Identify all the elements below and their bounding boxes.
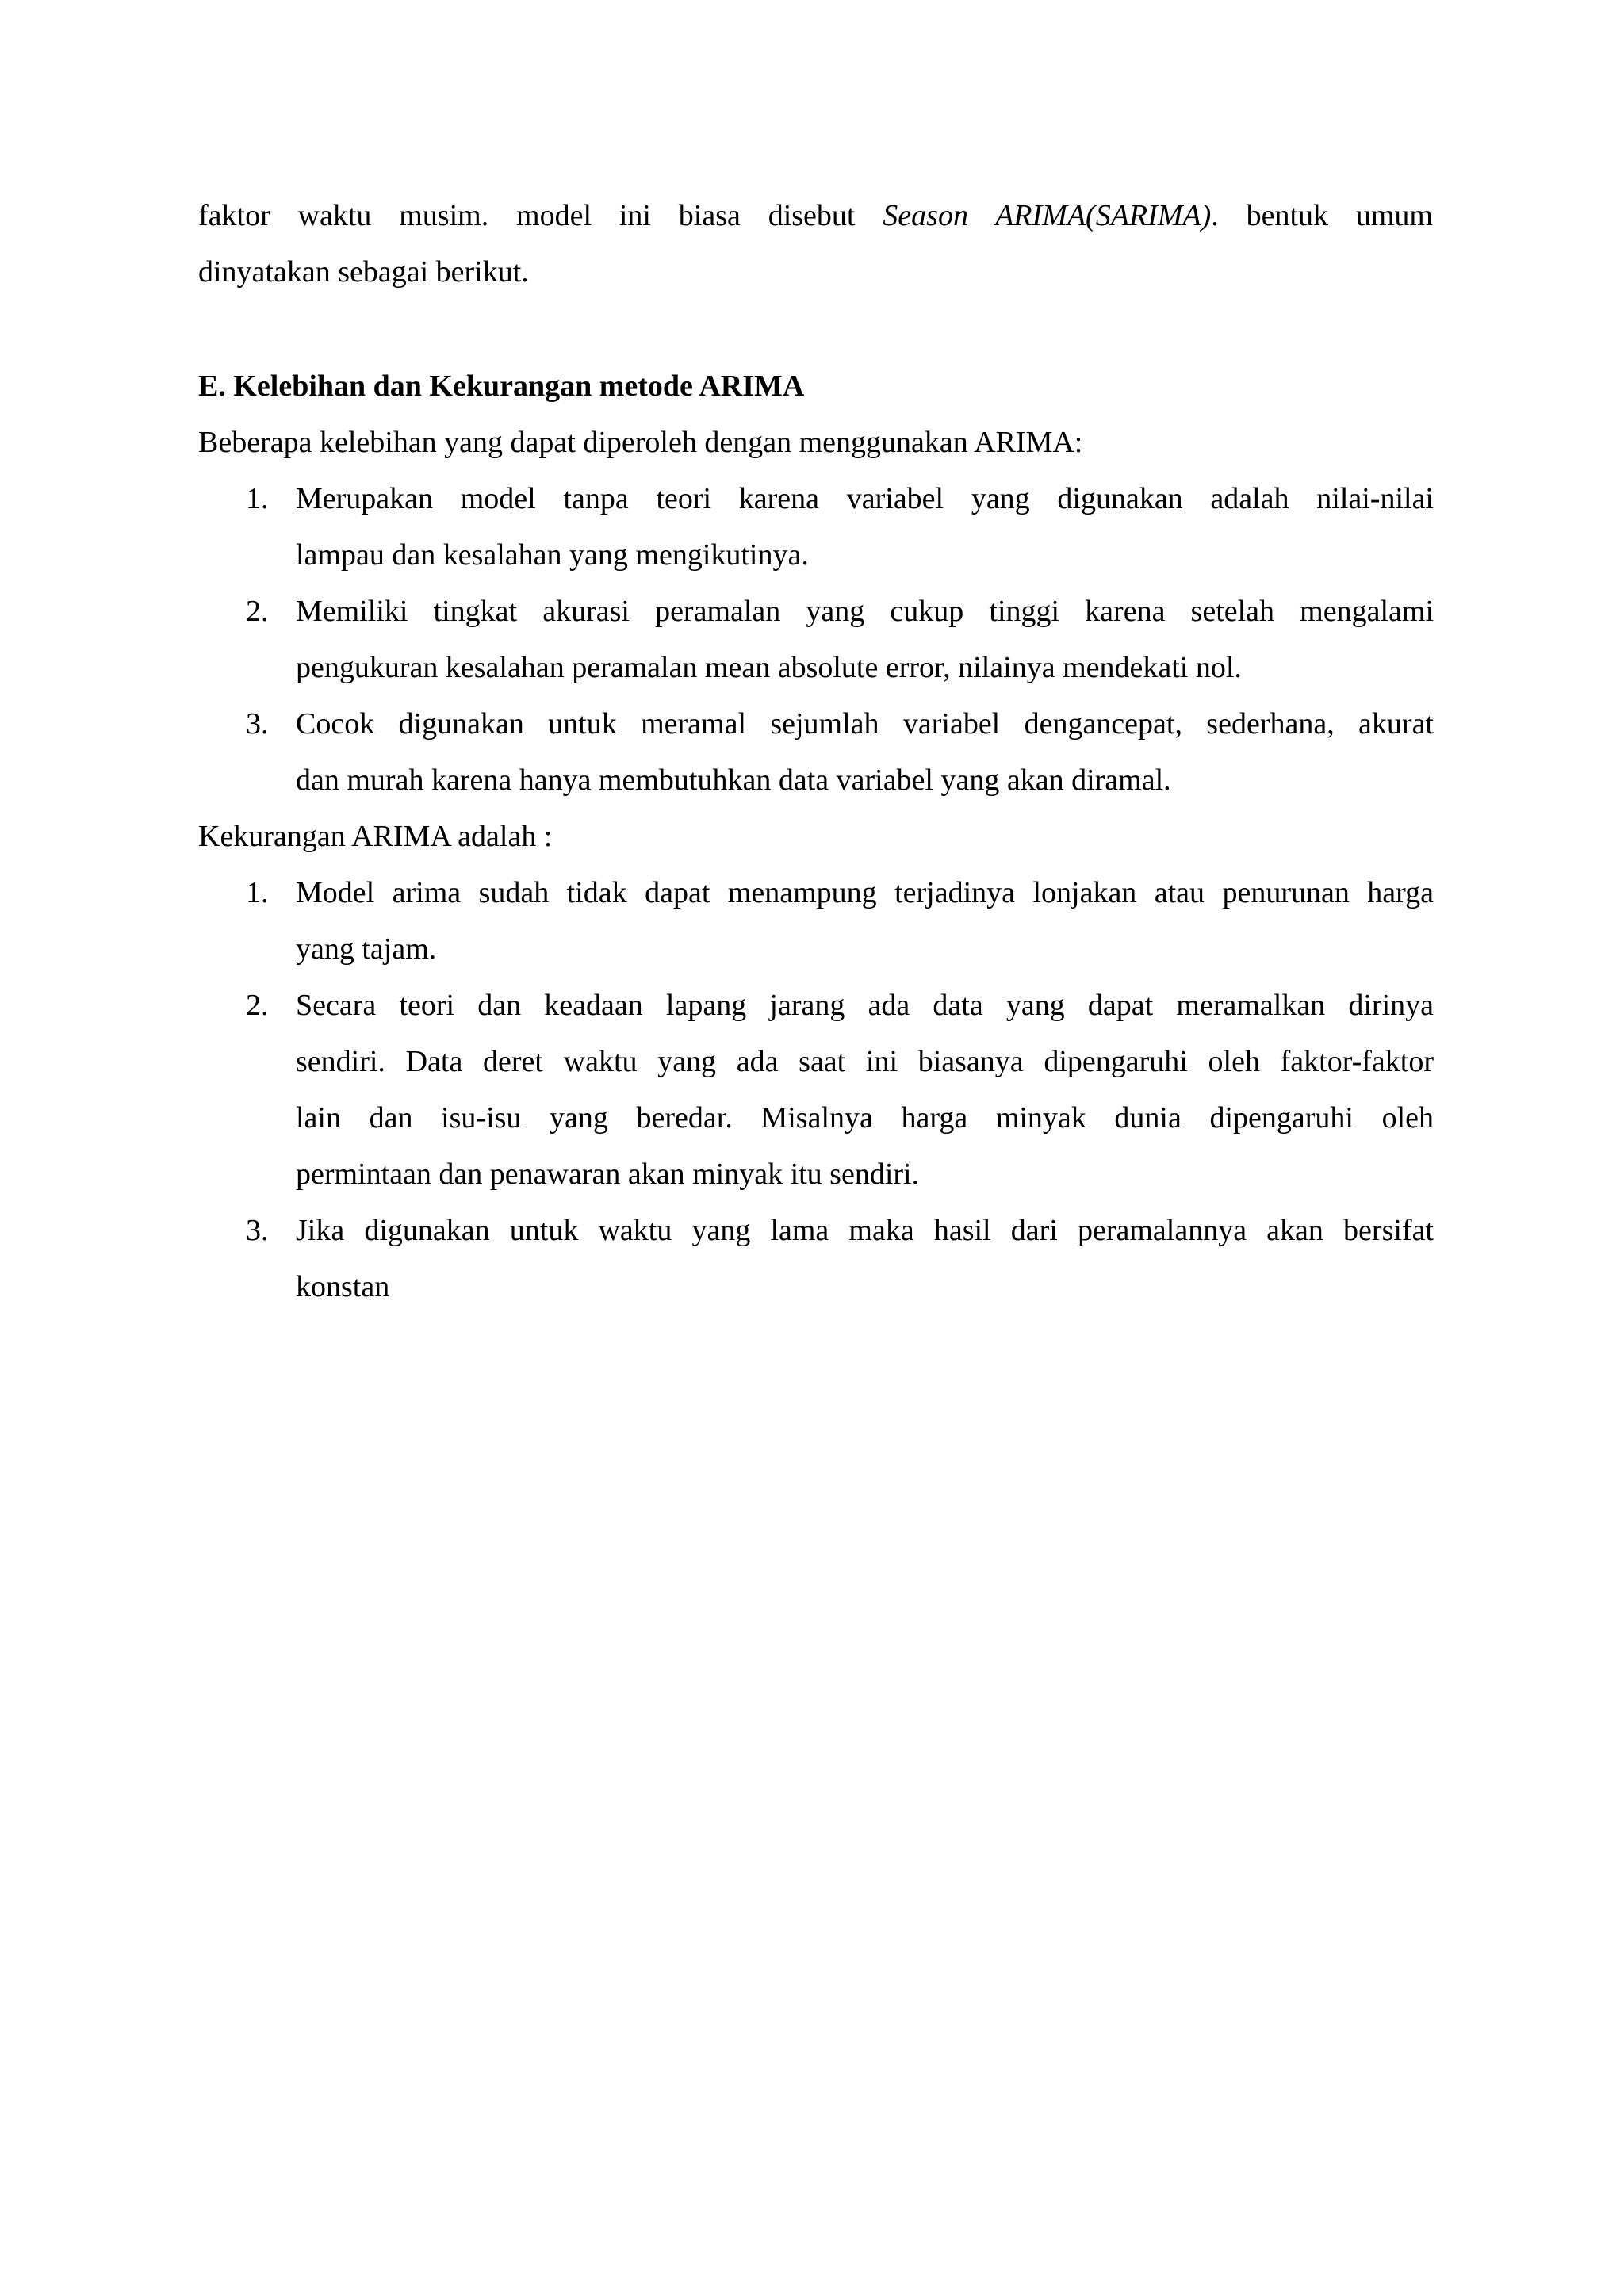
list-line: Jika digunakan untuk waktu yang lama maka hasil dari peramalannya akan bersifat [296,1214,1434,1247]
list-line: sendiri. Data deret waktu yang ada saat ini biasanya dipengaruhi oleh faktor-faktor [296,1045,1434,1078]
list-item-text [296,696,1434,809]
list-item-text [296,978,1434,1203]
list-line: lain dan isu-isu yang beredar. Misalnya harga minyak dunia dipengaruhi oleh [296,1101,1434,1135]
list-item-text [296,1203,1434,1315]
section-heading: E. Kelebihan dan Kekurangan metode ARIMA [198,369,805,403]
list-line: Cocok digunakan untuk meramal sejumlah variabel dengancepat, sederhana, akurat [296,707,1434,740]
list-number: 3. [246,707,269,740]
list-line: konstan [296,1270,390,1303]
advantages-lead: Beberapa kelebihan yang dapat diperoleh dengan menggunakan ARIMA: [198,426,1083,459]
list-number: 2. [246,989,269,1022]
intro-paragraph [198,188,1433,300]
list-item-text [296,471,1434,584]
list-item-text [296,584,1434,696]
intro-text-after: . bentuk umum [1211,199,1433,232]
list-number: 1. [246,876,269,909]
intro-line-2: dinyatakan sebagai berikut. [198,255,529,289]
list-line: permintaan dan penawaran akan minyak itu sendiri. [296,1158,920,1191]
intro-italic-term: Season ARIMA(SARIMA) [883,199,1212,232]
list-number: 1. [246,482,269,515]
intro-line-1 [198,188,1433,244]
list-line: pengukuran kesalahan peramalan mean absolute error, nilainya mendekati nol. [296,651,1242,684]
disadvantages-lead: Kekurangan ARIMA adalah : [198,820,553,853]
list-line: yang tajam. [296,932,437,966]
list-number: 2. [246,595,269,628]
list-line: dan murah karena hanya membutuhkan data variabel yang akan diramal. [296,763,1171,797]
list-line: Memiliki tingkat akurasi peramalan yang cukup tinggi karena setelah mengalami [296,595,1434,628]
intro-text-before: faktor waktu musim. model ini biasa disebut [198,199,883,232]
list-line: lampau dan kesalahan yang mengikutinya. [296,538,809,572]
list-line: Model arima sudah tidak dapat menampung terjadinya lonjakan atau penurunan harga [296,876,1434,909]
list-number: 3. [246,1214,269,1247]
list-line: Merupakan model tanpa teori karena variabel yang digunakan adalah nilai-nilai [296,482,1434,515]
list-item-text [296,865,1434,978]
list-line: Secara teori dan keadaan lapang jarang ada data yang dapat meramalkan dirinya [296,989,1434,1022]
